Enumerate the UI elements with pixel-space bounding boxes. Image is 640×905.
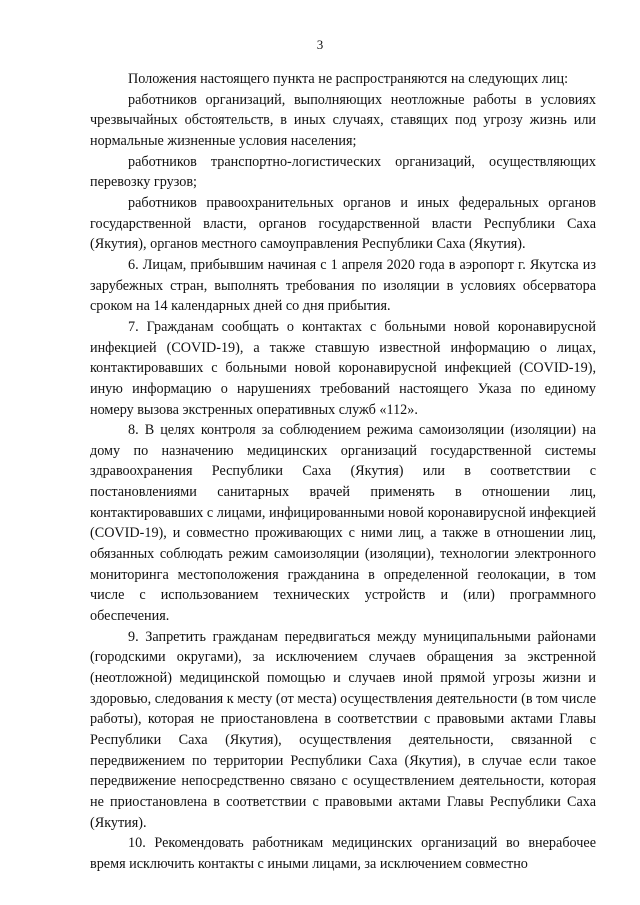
page-number: 3 xyxy=(316,37,324,52)
paragraph-item-7: 7. Гражданам сообщать о контактах с больными новой коронавирусной инфекцией (COVID-19), а также ставшую известной информацию о лицах, контактировавших с больными новой коронавирусной инфекцией (COVID-19), иную информацию о нарушениях требований настоящего Указа по единому номеру вызова экстренных оперативных служб «112». xyxy=(90,318,596,418)
paragraph-item-10: 10. Рекомендовать работникам медицинских организаций во внерабочее время исключить контакты с иными лицами, за исключением совместно xyxy=(90,835,596,872)
document-body xyxy=(90,69,596,875)
paragraph-item-9: 9. Запретить гражданам передвигаться между муниципальными районами (городскими округами), за исключением случаев обращения за экстренной (неотложной) медицинской помощью и случаев иной прямой угрозы жизни и здоровью, следования к месту (от места) осуществления деятельности (в том числе работы), которая не приостановлена в соответствии с правовыми актами Главы Республики Саха (Якутия), осуществления деятельности, связанной с передвижением по территории Республики Саха (Якутия), в случае если такое передвижение непосредственно связано с осуществлением деятельности, которая не приостановлена в соответствии с правовыми актами Главы Республики Саха (Якутия). xyxy=(90,628,596,831)
paragraph-logistics-workers: работников транспортно-логистических организаций, осуществляющих перевозку грузов; xyxy=(90,153,596,191)
paragraph-item-8: 8. В целях контроля за соблюдением режима самоизоляции (изоляции) на дому по назначению медицинских организаций государственной системы здравоохранения Республики Саха (Якутия) или в соответствии с постановлениями санитарных врачей применять в отношении лиц, контактировавших с лицами, инфицированными новой коронавирусной инфекцией (COVID-19), и совместно проживающих с ними лиц, а также в отношении лиц, обязанных соблюдать режим самоизоляции (изоляции), технологии электронного мониторинга местоположения гражданина в определенной геолокации, в том числе с использованием технических устройств и (или) программного обеспечения. xyxy=(90,422,596,625)
paragraph-emergency-workers: работников организаций, выполняющих неотложные работы в условиях чрезвычайных обстоятельств, в иных случаях, ставящих под угрозу жизнь или нормальные жизненные условия населения; xyxy=(90,91,596,149)
paragraph-law-enforcement: работников правоохранительных органов и иных федеральных органов государственной власти, органов государственной власти Республики Саха (Якутия), органов местного самоуправления Республики Саха (Якутия). xyxy=(90,194,596,253)
paragraph-exemptions-intro: Положения настоящего пункта не распространяются на следующих лиц: xyxy=(128,71,569,87)
paragraph-item-6: 6. Лицам, прибывшим начиная с 1 апреля 2020 года в аэропорт г. Якутска из зарубежных стран, выполнять требования по изоляции в условиях обсерватора сроком на 14 календарных дней со дня прибытия. xyxy=(90,256,596,315)
